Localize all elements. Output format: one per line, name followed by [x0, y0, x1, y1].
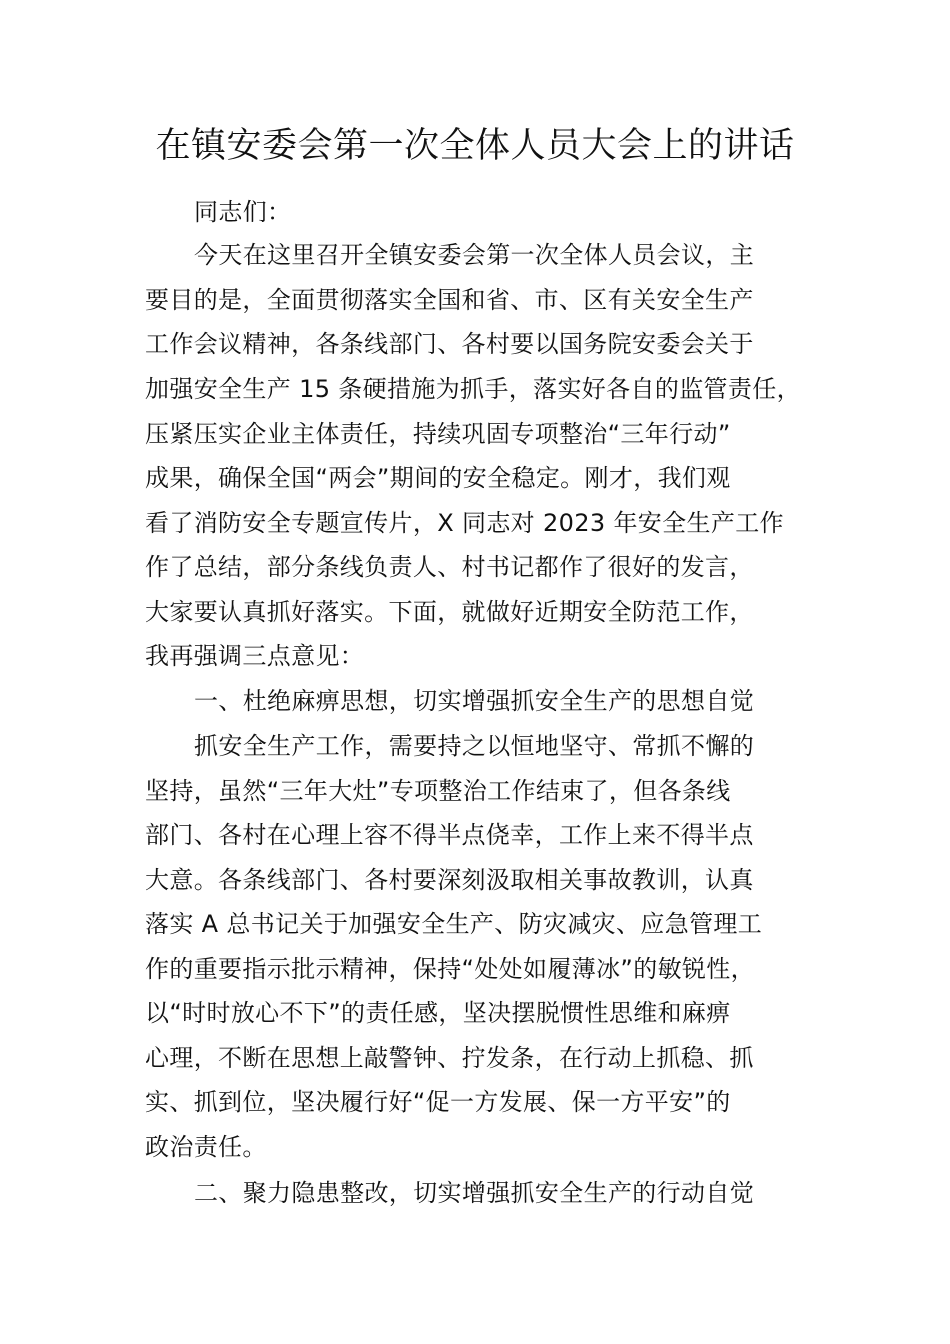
paragraph-line: 要目的是，全面贯彻落实全国和省、市、区有关安全生产 — [145, 286, 754, 314]
paragraph-line: 实、抓到位，坚决履行好“促一方发展、保一方平安”的 — [145, 1088, 731, 1116]
paragraph-line: 我再强调三点意见： — [145, 642, 365, 670]
paragraph-line: 抓安全生产工作，需要持之以恒地坚守、常抓不懈的 — [194, 732, 755, 760]
paragraph-line: 今天在这里召开全镇安委会第一次全体人员会议，主 — [194, 241, 755, 269]
paragraph-line: 看了消防安全专题宣传片，X 同志对 2023 年安全生产工作 — [145, 509, 784, 537]
paragraph-line: 作了总结，部分条线负责人、村书记都作了很好的发言， — [145, 553, 754, 581]
paragraph-line: 坚持，虽然“三年大灶”专项整治工作结束了，但各条线 — [145, 777, 731, 805]
paragraph-line: 成果，确保全国“两会”期间的安全稳定。刚才，我们观 — [145, 464, 731, 492]
paragraph-line: 压紧压实企业主体责任，持续巩固专项整治“三年行动” — [145, 420, 731, 448]
paragraph-line: 大家要认真抓好落实。下面，就做好近期安全防范工作， — [145, 598, 754, 626]
paragraph-line: 加强安全生产 15 条硬措施为抓手，落实好各自的监管责任， — [145, 375, 801, 403]
paragraph-line: 大意。各条线部门、各村要深刻汲取相关事故教训，认真 — [145, 866, 754, 894]
paragraph-line: 工作会议精神，各条线部门、各村要以国务院安委会关于 — [145, 330, 754, 358]
section-heading-2: 二、聚力隐患整改，切实增强抓安全生产的行动自觉 — [194, 1179, 755, 1207]
salutation-line: 同志们： — [194, 198, 292, 226]
paragraph-line: 心理，不断在思想上敲警钟、拧发条，在行动上抓稳、抓 — [145, 1044, 754, 1072]
paragraph-line: 部门、各村在心理上容不得半点侥幸，工作上来不得半点 — [145, 821, 754, 849]
paragraph-line: 作的重要指示批示精神，保持“处处如履薄冰”的敏锐性， — [145, 955, 755, 983]
paragraph-line: 以“时时放心不下”的责任感，坚决摆脱惯性思维和麻痹 — [145, 999, 731, 1027]
document-title: 在镇安委会第一次全体人员大会上的讲话 — [155, 126, 795, 166]
paragraph-line: 政治责任。 — [145, 1133, 267, 1161]
paragraph-line: 落实 A 总书记关于加强安全生产、防灾减灾、应急管理工 — [145, 910, 763, 938]
section-heading-1: 一、杜绝麻痹思想，切实增强抓安全生产的思想自觉 — [194, 687, 755, 715]
